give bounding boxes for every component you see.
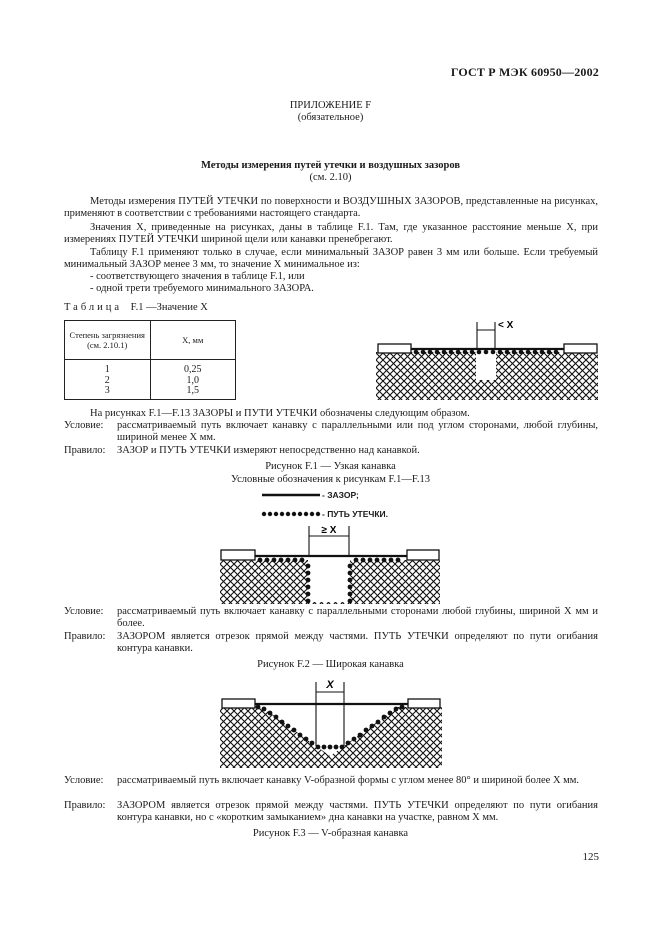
fig1-condition bbox=[64, 420, 598, 445]
document-header: ГОСТ Р МЭК 60950—2002 bbox=[450, 65, 599, 79]
legend-clearance-text: - ЗАЗОР; bbox=[322, 490, 359, 500]
intro-list-item-1: - соответствующего значения в таблице F.1, или bbox=[90, 271, 305, 282]
legend-creepage-text: - ПУТЬ УТЕЧКИ. bbox=[322, 509, 389, 519]
fig3-dim-label: X bbox=[326, 679, 334, 691]
conductor-left bbox=[221, 550, 255, 560]
table-caption-word: Таблица bbox=[64, 302, 123, 313]
condition-label: Условие: bbox=[64, 420, 104, 431]
fig1-rule-text: ЗАЗОР и ПУТЬ УТЕЧКИ измеряют непосредственно над канавкой. bbox=[117, 445, 420, 456]
rule-label: Правило: bbox=[64, 800, 106, 811]
creepage-dots bbox=[414, 350, 559, 355]
fig2-dim-label: ≥ X bbox=[321, 525, 337, 536]
rule-label: Правило: bbox=[64, 631, 106, 642]
figure-f2-drawing bbox=[220, 522, 440, 604]
figure-f1-drawing bbox=[376, 318, 598, 400]
conductor-left bbox=[222, 699, 255, 708]
page-number: 125 bbox=[582, 851, 599, 863]
table-f1 bbox=[64, 320, 236, 400]
table-header-x: X, мм bbox=[150, 321, 236, 360]
appendix-title: ПРИЛОЖЕНИЕ F bbox=[289, 100, 372, 111]
intro-paragraph-2: Значения X, приведенные на рисунках, даны в таблице F.1. Там, где указанное расстояние меньше X, при измерениях ПУТЕЙ УТЕЧКИ шириной щели или канавки пренебрегают. bbox=[64, 222, 598, 246]
insulation-body bbox=[376, 352, 598, 400]
conductor-left bbox=[378, 344, 411, 353]
table-cell-degrees: 1 2 3 bbox=[65, 360, 151, 400]
table-cell-values: 0,25 1,0 1,5 bbox=[150, 360, 236, 400]
conductor-right bbox=[408, 699, 440, 708]
conductor-right bbox=[407, 550, 439, 560]
fig1-rule bbox=[64, 445, 598, 457]
fig1-dim-label: < X bbox=[498, 320, 514, 331]
section-ref: (см. 2.10) bbox=[309, 172, 352, 183]
rule-label: Правило: bbox=[64, 445, 106, 456]
fig1-caption: Рисунок F.1 — Узкая канавка bbox=[265, 461, 396, 472]
table-caption bbox=[64, 302, 208, 314]
appendix-status: (обязательное) bbox=[297, 112, 364, 123]
fig3-rule bbox=[64, 800, 598, 825]
condition-label: Условие: bbox=[64, 606, 104, 617]
intro-paragraph-3: Таблицу F.1 применяют только в случае, если минимальный ЗАЗОР равен 3 мм или больше. Если требуемый минимальный ЗАЗОР менее 3 мм, то значение X минимальное из: bbox=[64, 247, 598, 271]
fig2-condition bbox=[64, 606, 598, 631]
section-title: Методы измерения путей утечки и воздушных зазоров bbox=[200, 160, 461, 171]
fig2-rule-text: ЗАЗОРОМ является отрезок прямой между частями. ПУТЬ УТЕЧКИ определяют по пути огибания контура канавки. bbox=[117, 631, 598, 655]
fig3-caption: Рисунок F.3 — V-образная канавка bbox=[252, 828, 409, 839]
insulation-body bbox=[220, 707, 442, 768]
intro-list-item-2: - одной трети требуемого минимального ЗАЗОРА. bbox=[90, 283, 314, 294]
legend-title: Условные обозначения к рисункам F.1—F.13 bbox=[230, 474, 431, 485]
insulation-body bbox=[220, 560, 440, 604]
table-header-degree: Степень загрязнения (см. 2.10.1) bbox=[65, 321, 151, 360]
fig2-caption: Рисунок F.2 — Широкая канавка bbox=[257, 659, 404, 670]
legend-creepage-dots bbox=[262, 512, 320, 516]
fig1-condition-text: рассматриваемый путь включает канавку с параллельными или под углом сторонами, любой глубины, шириной менее X мм. bbox=[117, 420, 598, 444]
figure-intro: На рисунках F.1—F.13 ЗАЗОРЫ и ПУТИ УТЕЧКИ обозначены следующим образом. bbox=[90, 408, 470, 419]
conductor-right bbox=[564, 344, 597, 353]
fig3-condition-text: рассматриваемый путь включает канавку V-образной формы с углом менее 80° и шириной более X мм. bbox=[117, 775, 580, 786]
fig2-condition-text: рассматриваемый путь включает канавку с параллельными сторонами любой глубины, шириной X мм и более. bbox=[117, 606, 598, 630]
condition-label: Условие: bbox=[64, 775, 104, 786]
table-caption-rest: F.1 —Значение X bbox=[130, 302, 208, 313]
figure-f3-drawing bbox=[220, 676, 442, 768]
legend-symbols bbox=[262, 487, 322, 523]
fig2-rule bbox=[64, 631, 598, 656]
fig3-rule-text: ЗАЗОРОМ является отрезок прямой между частями. ПУТЬ УТЕЧКИ определяют по пути огибания контура канавки, но с «коротким замыканием» дна канавки на участке, равном X мм. bbox=[117, 800, 598, 824]
fig3-condition bbox=[64, 775, 598, 787]
intro-paragraph-1: Методы измерения ПУТЕЙ УТЕЧКИ по поверхности и ВОЗДУШНЫХ ЗАЗОРОВ, представленные на рисунках, применяют в соответствии с требованиями настоящего стандарта. bbox=[64, 196, 598, 220]
